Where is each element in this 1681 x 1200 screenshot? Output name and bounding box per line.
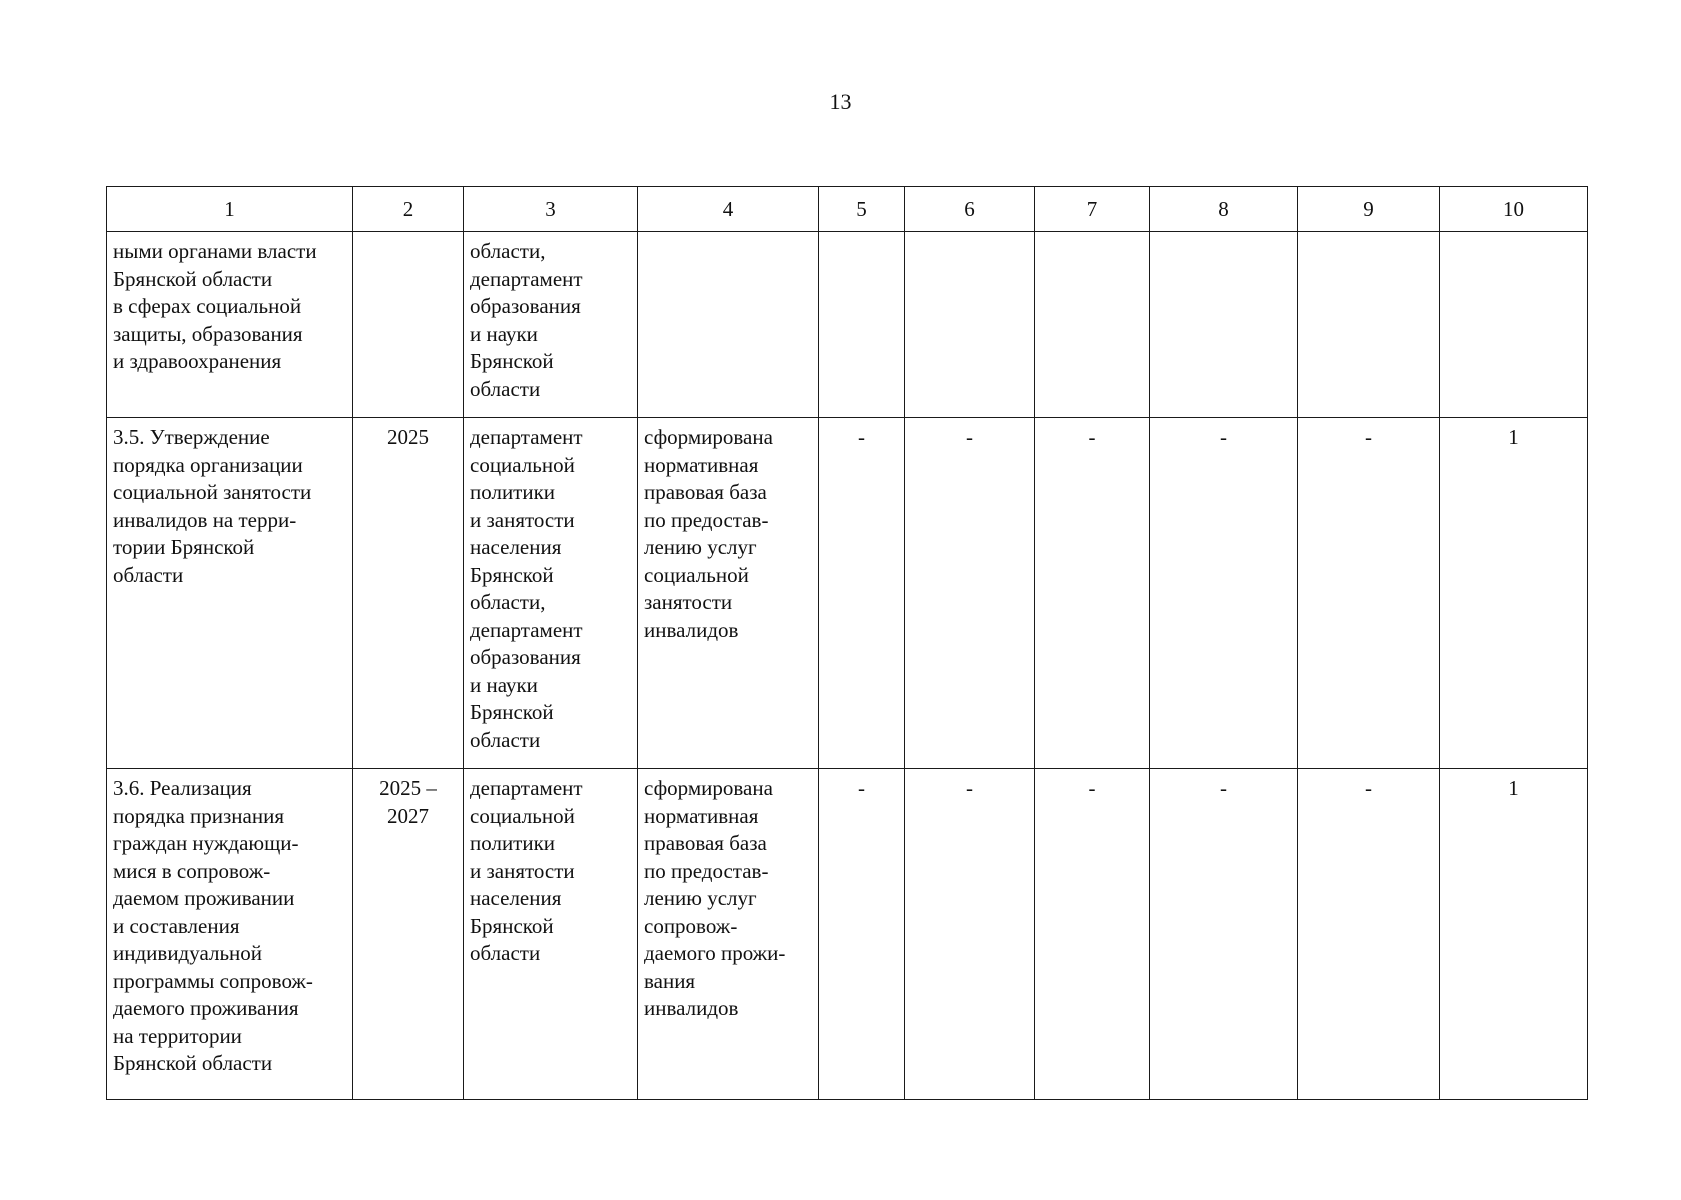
responsible-text: департамент социальной политики и занятости населения Брянской области, департамент образования и науки Брянской области xyxy=(470,425,583,752)
responsible-cell xyxy=(464,769,638,1100)
result-cell xyxy=(638,418,819,769)
table-row xyxy=(107,769,1588,1100)
value-cell: - xyxy=(905,418,1035,769)
table-row xyxy=(107,232,1588,418)
value-cell: - xyxy=(905,769,1035,1100)
value-cell: - xyxy=(1035,769,1150,1100)
result-cell xyxy=(638,769,819,1100)
value-cell: - xyxy=(1035,418,1150,769)
value-cell xyxy=(819,232,905,418)
deadline-cell xyxy=(353,769,464,1100)
column-header: 7 xyxy=(1035,187,1150,232)
value-cell: - xyxy=(819,769,905,1100)
deadline-cell xyxy=(353,232,464,418)
value-cell: - xyxy=(1150,769,1298,1100)
measure-text: ными органами власти Брянской области в сферах социальной защиты, образования и здравоохранения xyxy=(113,239,317,373)
column-header: 6 xyxy=(905,187,1035,232)
responsible-text: департамент социальной политики и занятости населения Брянской области xyxy=(470,776,583,965)
measure-text: 3.5. Утверждение порядка организации социальной занятости инвалидов на терри- тории Брянской области xyxy=(113,425,312,587)
table-header-row xyxy=(107,187,1588,232)
value-cell: - xyxy=(1298,769,1440,1100)
result-cell xyxy=(638,232,819,418)
column-header: 9 xyxy=(1298,187,1440,232)
responsible-cell xyxy=(464,418,638,769)
value-cell xyxy=(1440,232,1588,418)
column-header: 1 xyxy=(107,187,353,232)
value-cell: 1 xyxy=(1440,769,1588,1100)
column-header: 3 xyxy=(464,187,638,232)
column-header: 4 xyxy=(638,187,819,232)
value-cell xyxy=(1035,232,1150,418)
value-cell xyxy=(905,232,1035,418)
value-cell: - xyxy=(1298,418,1440,769)
value-cell xyxy=(1150,232,1298,418)
column-header: 5 xyxy=(819,187,905,232)
deadline-text: 2025 xyxy=(387,425,429,449)
result-text: сформирована нормативная правовая база по предостав- лению услуг социальной занятости инвалидов xyxy=(644,425,773,642)
column-header: 2 xyxy=(353,187,464,232)
responsible-cell xyxy=(464,232,638,418)
result-text: сформирована нормативная правовая база по предостав- лению услуг сопровож- даемого прожи- вания инвалидов xyxy=(644,776,786,1020)
value-cell xyxy=(1298,232,1440,418)
measure-cell xyxy=(107,418,353,769)
value-cell: 1 xyxy=(1440,418,1588,769)
value-cell: - xyxy=(1150,418,1298,769)
measure-cell xyxy=(107,232,353,418)
column-header: 8 xyxy=(1150,187,1298,232)
deadline-cell xyxy=(353,418,464,769)
deadline-text: 2025 – 2027 xyxy=(379,776,437,828)
page-number: 13 xyxy=(829,89,852,114)
measures-table xyxy=(106,186,1588,1100)
column-header: 10 xyxy=(1440,187,1588,232)
value-cell: - xyxy=(819,418,905,769)
measure-text: 3.6. Реализация порядка признания граждан нуждающи- мися в сопровож- даемом проживании и составления индивидуальной программы сопровож- даемого проживания на территории Брянской области xyxy=(113,776,313,1075)
measure-cell xyxy=(107,769,353,1100)
table-row xyxy=(107,418,1588,769)
responsible-text: области, департамент образования и науки Брянской области xyxy=(470,239,583,401)
